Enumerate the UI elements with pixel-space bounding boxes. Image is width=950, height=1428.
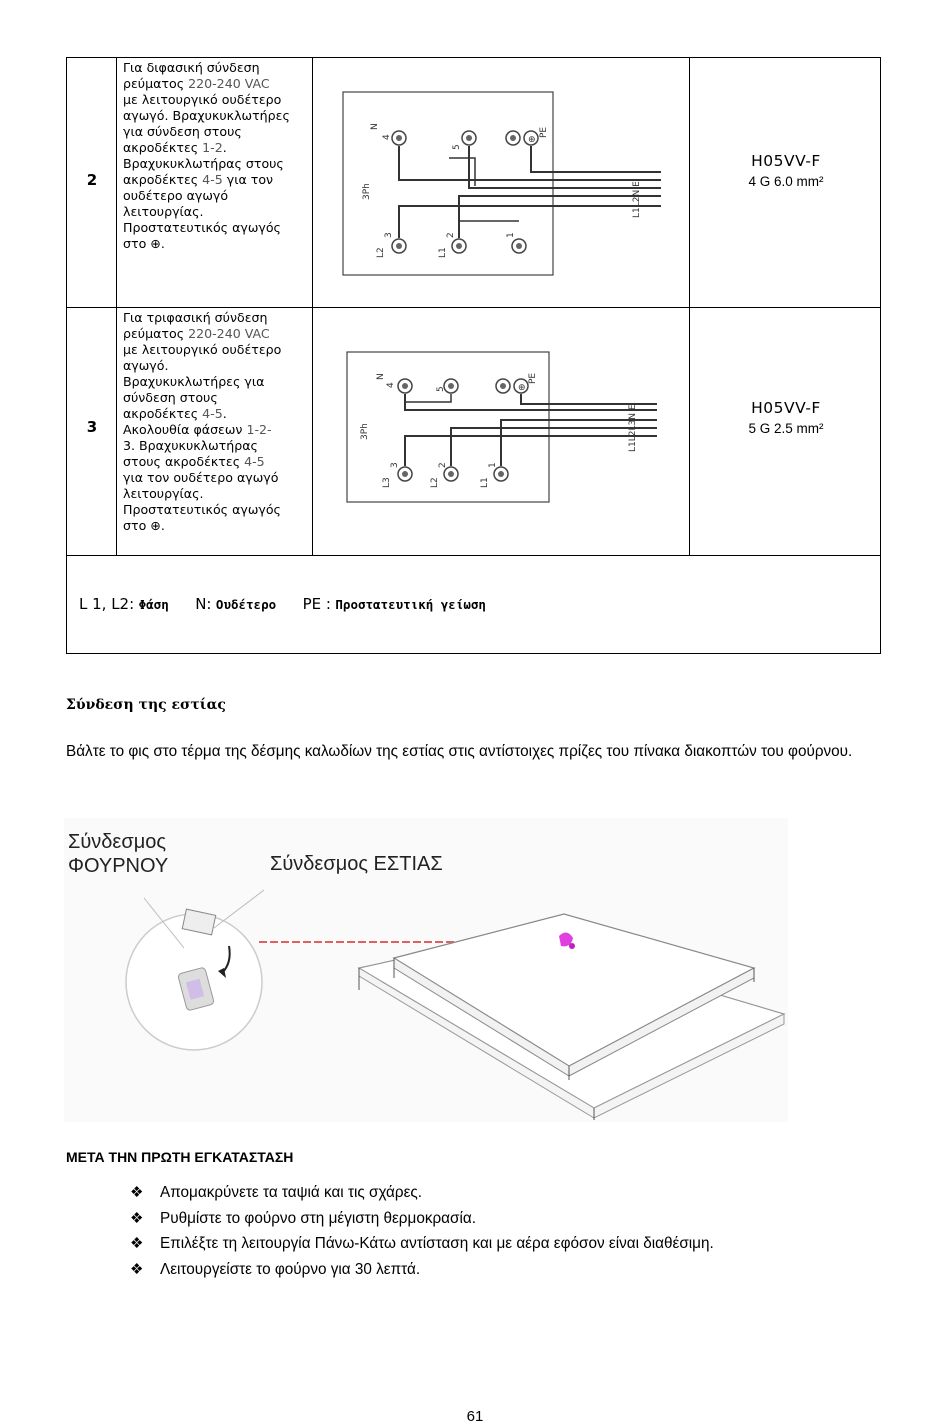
row-number: 3 [86,418,98,436]
svg-text:3Ph: 3Ph [360,423,370,440]
svg-text:2: 2 [446,232,456,238]
list-item: ❖ Επιλέξτε τη λειτουργία Πάνω-Κάτω αντίσταση και με αέρα εφόσον είναι διαθέσιμη. [130,1231,714,1257]
list-item: ❖ Απομακρύνετε τα ταψιά και τις σχάρες. [130,1180,714,1206]
list-item: ❖ Λειτουργείστε το φούρνο για 30 λεπτά. [130,1257,714,1283]
diamond-bullet-icon: ❖ [130,1235,144,1252]
svg-text:PE: PE [528,372,538,384]
svg-text:4: 4 [382,134,392,140]
table-row [67,58,880,308]
cable-type: H05VV-F [751,152,821,170]
wiring-diagram-2ph [341,88,661,278]
svg-text:L1: L1 [438,247,448,258]
cable-section: 4 G 6.0 mm² [748,174,824,189]
list-item: ❖ Ρυθμίστε το φούρνο στη μέγιστη θερμοκρασία. [130,1206,714,1232]
diamond-bullet-icon: ❖ [130,1209,144,1227]
svg-text:L1: L1 [480,477,490,488]
svg-text:L1L2L3N E: L1L2L3N E [628,404,638,452]
svg-text:N: N [370,123,380,130]
after-install-heading: ΜΕΤΑ ΤΗΝ ΠΡΩΤΗ ΕΓΚΑΤΑΣΤΑΣΗ [66,1149,294,1165]
hob-connector-label: Σύνδεσμος ΕΣΤΙΑΣ [270,853,443,875]
connection-paragraph: Βάλτε το φις στο τέρμα της δέσμης καλωδίων της εστίας στις αντίστοιχες πρίζες του πίνακα διακοπτών του φούρνου. [66,743,853,760]
section-heading: Σύνδεση της εστίας [66,697,226,713]
svg-text:3: 3 [384,232,394,238]
page-number: 61 [466,1408,484,1425]
svg-text:4: 4 [386,382,396,388]
svg-text:2: 2 [438,462,448,468]
wiring-diagram-3ph [345,348,657,508]
svg-text:L2: L2 [376,247,386,258]
earth-icon: ⊕ [150,518,161,533]
table-row [67,308,880,556]
table-legend: L 1, L2: Φάση N: Ουδέτερο PE : Προστατευτική γείωση [79,595,486,613]
svg-text:⊕: ⊕ [528,135,536,145]
diamond-bullet-icon: ❖ [130,1260,144,1278]
svg-text:L2: L2 [430,477,440,488]
row-number: 2 [86,171,98,189]
diamond-bullet-icon: ❖ [130,1184,144,1201]
after-install-list [130,1180,714,1282]
svg-text:PE: PE [539,126,549,138]
svg-text:3Ph: 3Ph [362,183,372,200]
svg-text:5: 5 [452,144,462,150]
wiring-table [66,57,881,654]
svg-text:N: N [376,373,386,380]
oven-connector-label: Σύνδεσμος ΦΟΥΡΝΟΥ [68,831,169,877]
cable-section: 5 G 2.5 mm² [748,421,824,436]
svg-text:⊕: ⊕ [518,383,526,393]
connection-illustration [64,818,788,1122]
svg-text:1: 1 [488,462,498,468]
svg-text:5: 5 [436,386,446,392]
svg-text:1: 1 [506,232,516,238]
earth-icon: ⊕ [150,236,161,251]
svg-text:L1L2N E: L1L2N E [632,181,642,218]
row-description: Για τριφασική σύνδεση ρεύματος 220-240 VAC με λειτουργικό ουδέτερο αγωγό. Βραχυκυκλωτήρες για σύνδεση στους ακροδέκτες 4-5. Ακολουθία φάσεων 1-2- 3. Βραχυκυκλωτήρας στους ακροδέκτες 4-5 για τον ουδέτερο αγωγό λειτουργίας. Προστατευτικός αγωγός στο ⊕. [123,310,282,533]
svg-text:3: 3 [390,462,400,468]
cable-type: H05VV-F [751,399,821,417]
svg-text:L3: L3 [382,477,392,488]
row-description: Για διφασική σύνδεση ρεύματος 220-240 VAC με λειτουργικό ουδέτερο αγωγό. Βραχυκυκλωτήρες για σύνδεση στους ακροδέκτες 1-2. Βραχυκυκλωτήρας στους ακροδέκτες 4-5 για τον ουδέτερο αγωγό λειτουργίας. Προστατευτικός αγωγός στο ⊕. [123,60,290,251]
